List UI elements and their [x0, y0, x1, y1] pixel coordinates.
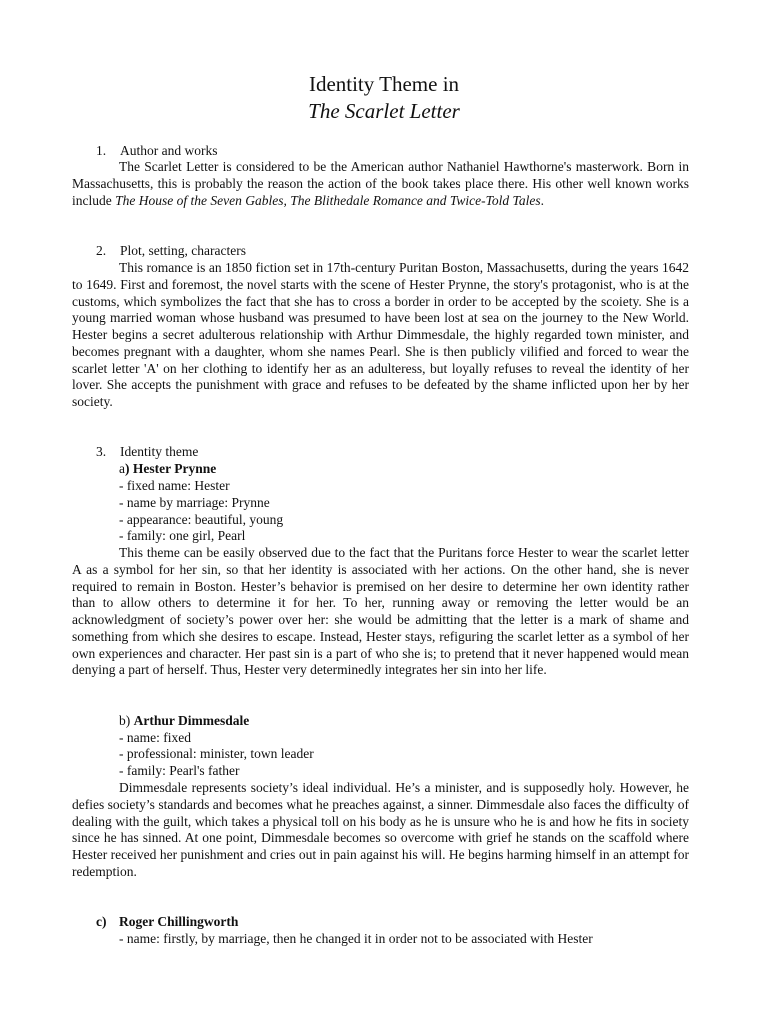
section-2-paragraph: This romance is an 1850 fiction set in 17th-century Puritan Boston, Massachusetts, during the years 1642 to 1649. First and foremost, the novel starts with the scene of Hester Prynne, the story's protagonist, who is at the customs, which symbolizes the fact that she has to cross a border in order to be accepted by the scoiety. She is a young married woman whose husband was presumed to have been lost at sea on the journey to the New World. Hester begins a secret adulterous relationship with Arthur Dimmesdale, the highly regarded town minister, and becomes pregnant with a daughter, whom she names Pearl. She is then publicly vilified and forced to wear the scarlet letter 'A' on her clothing to identify her as an adulteress, but loyally refuses to reveal the identity of her lover. She accepts the punishment with grace and refuses to be defeated by the shame inflicted upon her by her society.	[72, 260, 689, 409]
subsection-a-paragraph: This theme can be easily observed due to the fact that the Puritans force Hester to wear the scarlet letter A as a symbol for her sin, so that her identity is associated with her actions. On the other hand, she is never required to remain in Boston. Hester’s behavior is premised on her desire to determine her own identity rather than to allow others to determine it for her. To her, running away or removing the letter would be an acknowledgment of society’s power over her: she would be admitting that the letter is a mark of shame and something from which she desires to escape. Instead, Hester stays, refiguring the scarlet letter as a symbol of her own experiences and character. Her past sin is a part of who she is; to pretend that it never happened would mean denying a part of herself. Thus, Hester very determinedly integrates her sin into her life.	[72, 545, 689, 678]
list-item: - name by marriage: Prynne	[119, 495, 270, 510]
list-item: - family: one girl, Pearl	[119, 528, 246, 543]
paragraph-text: The Scarlet Letter is considered to be the American author Nathaniel Hawthorne's masterwork. Born in Massachusetts, this is probably the reason the action of the book takes place there. His other well known works include	[72, 159, 689, 208]
subsection-c-heading	[96, 914, 238, 930]
subsection-b-heading	[119, 713, 249, 729]
section-title: Identity theme	[120, 444, 199, 459]
subsection-a-heading	[119, 461, 216, 477]
paragraph-text: .	[540, 192, 544, 208]
section-3-heading	[96, 444, 198, 460]
subsection-letter: a	[119, 461, 125, 476]
section-2-heading	[96, 243, 246, 259]
character-name: Roger Chillingworth	[119, 914, 239, 929]
section-title: Plot, setting, characters	[120, 243, 246, 258]
section-1-paragraph	[72, 159, 689, 209]
list-item: - appearance: beautiful, young	[119, 512, 284, 527]
section-number: 1.	[96, 143, 107, 158]
document-title: Identity Theme in	[308, 72, 460, 96]
subsection-letter: c)	[96, 914, 107, 929]
list-item: - fixed name: Hester	[119, 478, 230, 493]
section-number: 2.	[96, 243, 107, 258]
subsection-b-paragraph: Dimmesdale represents society’s ideal individual. He’s a minister, and is supposedly holy. However, he defies society’s standards and becomes what he preaches against, a sinner. Dimmesdale also faces the difficulty of dealing with the guilt, which takes a physical toll on his body as he is unsure who he is and how he fits in society since he has sinned. At one point, Dimmesdale becomes so overcome with grief he stands on the scaffold where Hester received her punishment and cries out in pain against his will. He begins harming himself in an attempt for redemption.	[72, 780, 689, 879]
works-list-italic: The House of the Seven Gables, The Blithedale Romance and Twice-Told Tales	[115, 192, 541, 208]
subsection-letter: b)	[119, 713, 134, 728]
section-number: 3.	[96, 444, 107, 459]
list-item: - professional: minister, town leader	[119, 746, 314, 761]
document-subtitle: The Scarlet Letter	[308, 99, 460, 123]
character-name: ) Hester Prynne	[125, 461, 217, 476]
section-title: Author and works	[120, 143, 218, 158]
character-name: Arthur Dimmesdale	[133, 713, 250, 728]
section-1-heading	[96, 143, 218, 159]
list-item: - name: firstly, by marriage, then he changed it in order not to be associated with Hester	[119, 931, 593, 946]
list-item: - family: Pearl's father	[119, 763, 240, 778]
list-item: - name: fixed	[119, 730, 191, 745]
